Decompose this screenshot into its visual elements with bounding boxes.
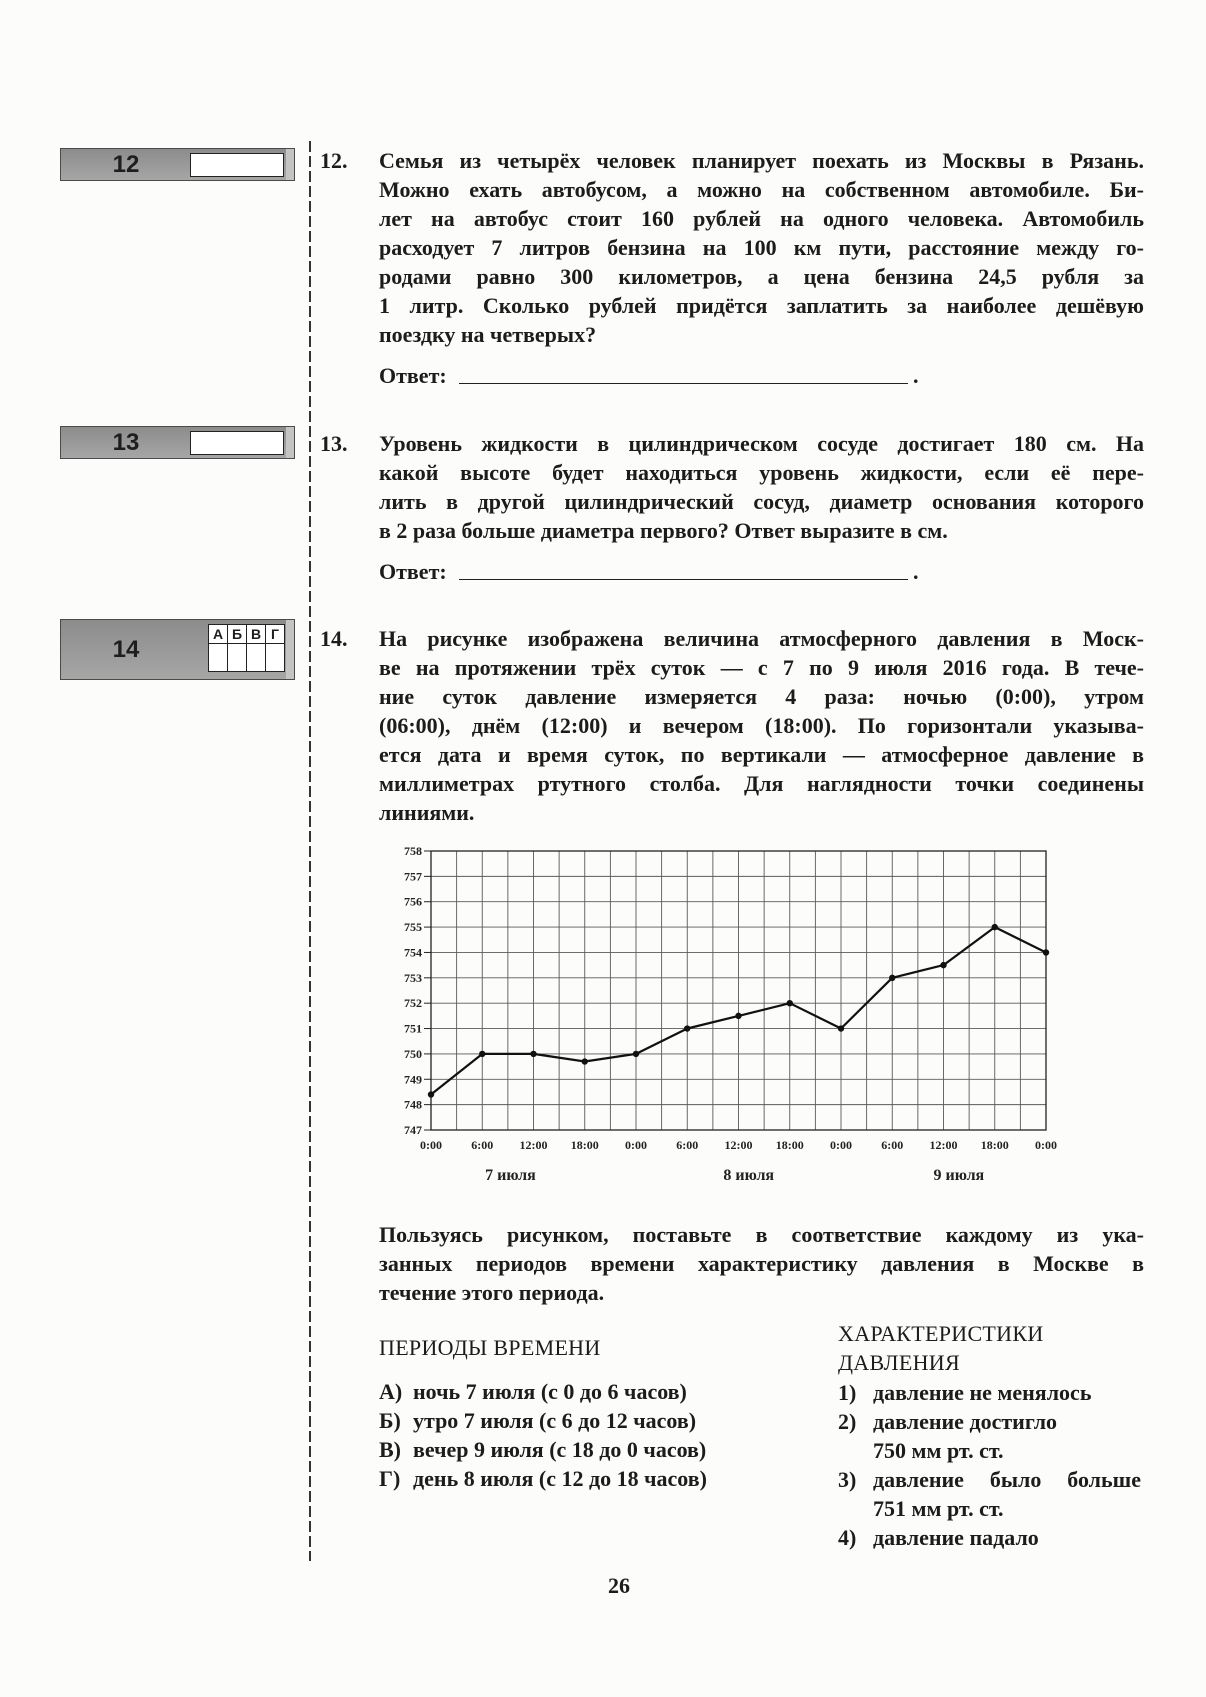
x-tick-label: 0:00	[420, 1138, 442, 1152]
characteristic-text-line: давление было больше	[873, 1467, 1141, 1492]
y-tick-label: 757	[404, 869, 422, 884]
task12-text-line: 1 литр. Сколько рублей придётся заплатить за наиболее дешёвую	[379, 293, 1144, 318]
y-tick-label: 755	[404, 920, 422, 935]
data-point	[633, 1051, 639, 1057]
task14-instruction	[379, 1220, 1144, 1307]
task14-text-line: линиями.	[379, 800, 475, 825]
period-text: день 8 июля (с 12 до 18 часов)	[413, 1466, 707, 1491]
page-number: 26	[608, 1573, 630, 1598]
answer-box-14	[60, 619, 295, 680]
characteristic-text	[873, 1465, 1141, 1523]
characteristic-text-line: 750 мм рт. ст.	[873, 1438, 1004, 1463]
x-group-label: 7 июля	[485, 1167, 536, 1184]
x-tick-label: 18:00	[570, 1138, 599, 1152]
data-point	[428, 1091, 434, 1097]
x-tick-label: 12:00	[724, 1138, 753, 1152]
instruction-line: Пользуясь рисунком, поставьте в соответствие каждому из ука-	[379, 1222, 1144, 1247]
periods-list	[379, 1377, 799, 1493]
task12-text-line: Семья из четырёх человек планирует поехать из Москвы в Рязань.	[379, 148, 1144, 173]
task12-answer-row	[379, 361, 924, 390]
characteristic-text-line: давление не менялось	[873, 1380, 1092, 1405]
characteristic-text	[873, 1378, 1141, 1407]
data-point	[582, 1058, 588, 1064]
x-tick-label: 6:00	[881, 1138, 904, 1152]
box-number-14: 14	[112, 636, 140, 663]
answer-period: .	[913, 559, 919, 584]
y-tick-label: 749	[404, 1072, 422, 1087]
answer-grid-14	[208, 624, 285, 672]
answer-box-12	[60, 148, 295, 181]
task14-text-line: ве на протяжении трёх суток — с 7 по 9 июля 2016 года. В тече-	[379, 655, 1144, 680]
instruction-line: течение этого периода.	[379, 1280, 605, 1305]
characteristic-label: 4)	[838, 1525, 857, 1550]
period-text: утро 7 июля (с 6 до 12 часов)	[413, 1408, 697, 1433]
task13-text-line: в 2 раза больше диаметра первого? Ответ выразите в см.	[379, 518, 948, 543]
data-point	[838, 1025, 844, 1031]
task14-text-line: На рисунке изображена величина атмосферного давления в Моск-	[379, 626, 1144, 651]
x-tick-label: 12:00	[929, 1138, 958, 1152]
grid-cell-g[interactable]	[266, 644, 284, 671]
answer-box-13	[60, 426, 295, 459]
x-tick-label: 6:00	[676, 1138, 699, 1152]
x-tick-label: 0:00	[1035, 1138, 1057, 1152]
characteristic-text-line: давление достигло	[873, 1409, 1058, 1434]
grid-cell-v[interactable]	[247, 644, 265, 671]
task12-text	[379, 146, 1144, 349]
task13-answer-row	[379, 557, 924, 586]
characteristic-item	[838, 1407, 1141, 1465]
period-text: ночь 7 июля (с 0 до 6 часов)	[413, 1379, 687, 1404]
periods-heading: ПЕРИОДЫ ВРЕМЕНИ	[379, 1335, 601, 1360]
x-group-label: 8 июля	[723, 1167, 775, 1184]
characteristics-heading-line: ДАВЛЕНИЯ	[838, 1350, 960, 1375]
x-tick-label: 0:00	[625, 1138, 647, 1152]
period-item	[379, 1377, 799, 1406]
y-tick-label: 748	[404, 1097, 422, 1112]
data-point	[684, 1025, 690, 1031]
characteristic-item	[838, 1523, 1141, 1552]
period-label: Б)	[379, 1408, 401, 1433]
x-tick-label: 12:00	[519, 1138, 548, 1152]
task12-text-line: Можно ехать автобусом, а можно на собственном автомобиле. Би-	[379, 177, 1144, 202]
answer-line-12[interactable]	[459, 383, 908, 384]
data-point	[992, 924, 998, 930]
grid-letter-b: Б	[228, 625, 246, 643]
y-tick-label: 751	[404, 1021, 422, 1036]
characteristics-heading-line: ХАРАКТЕРИСТИКИ	[838, 1321, 1044, 1346]
instruction-line: занных периодов времени характеристику давления в Москве в	[379, 1251, 1144, 1276]
characteristic-text-line: давление падало	[873, 1525, 1039, 1550]
data-point	[530, 1051, 536, 1057]
task13-text-line: лить в другой цилиндрический сосуд, диаметр основания которого	[379, 489, 1144, 514]
data-point	[1043, 949, 1049, 955]
characteristics-heading	[838, 1319, 1141, 1377]
box-number-13: 13	[112, 429, 140, 456]
answer-label: Ответ:	[379, 559, 447, 584]
answer-period: .	[913, 363, 919, 388]
data-point	[479, 1051, 485, 1057]
characteristic-text	[873, 1523, 1141, 1552]
answer-field-13[interactable]	[190, 431, 284, 455]
period-label: Г)	[379, 1466, 401, 1491]
task13-text	[379, 429, 1144, 545]
cut-line	[309, 141, 311, 1561]
box-number-12: 12	[112, 151, 140, 178]
grid-cell-b[interactable]	[228, 644, 246, 671]
answer-line-13[interactable]	[459, 579, 908, 580]
characteristic-label: 2)	[838, 1409, 857, 1434]
data-point	[787, 1000, 793, 1006]
y-tick-label: 750	[404, 1046, 422, 1061]
task14-text-line: ние суток давление измеряется 4 раза: ночью (0:00), утром	[379, 684, 1144, 709]
period-text: вечер 9 июля (с 18 до 0 часов)	[413, 1437, 707, 1462]
task14-text-line: (06:00), днём (12:00) и вечером (18:00). По горизонтали указыва-	[379, 713, 1144, 738]
pressure-chart	[360, 835, 1080, 1195]
characteristic-text	[873, 1407, 1141, 1465]
x-group-label: 9 июля	[933, 1167, 985, 1184]
data-point	[889, 975, 895, 981]
characteristics-list	[838, 1378, 1141, 1552]
task13-text-line: Уровень жидкости в цилиндрическом сосуде достигает 180 см. На	[379, 431, 1144, 456]
data-point	[940, 962, 946, 968]
task14-text	[379, 624, 1144, 827]
answer-field-12[interactable]	[190, 153, 284, 177]
grid-letter-g: Г	[266, 625, 284, 643]
task14-number: 14.	[320, 626, 348, 651]
task12-text-line: расходует 7 литров бензина на 100 км пути, расстояние между го-	[379, 235, 1144, 260]
characteristic-item	[838, 1378, 1141, 1407]
y-tick-label: 752	[404, 996, 422, 1011]
y-tick-label: 747	[404, 1123, 422, 1137]
y-tick-label: 756	[404, 894, 422, 909]
x-tick-label: 18:00	[980, 1138, 1009, 1152]
task14-text-line: ется дата и время суток, по вертикали — атмосферное давление в	[379, 742, 1144, 767]
period-item	[379, 1464, 799, 1493]
y-tick-label: 753	[404, 970, 422, 985]
y-tick-label: 758	[404, 844, 422, 858]
task12-number: 12.	[320, 148, 348, 173]
characteristic-label: 3)	[838, 1467, 857, 1492]
task13-text-line: какой высоте будет находиться уровень жидкости, если её пере-	[379, 460, 1144, 485]
x-tick-label: 0:00	[830, 1138, 852, 1152]
task14-text-line: миллиметрах ртутного столба. Для наглядности точки соединены	[379, 771, 1144, 796]
grid-letter-a: А	[209, 625, 227, 643]
task13-number: 13.	[320, 431, 348, 456]
answer-label: Ответ:	[379, 363, 447, 388]
period-label: А)	[379, 1379, 403, 1404]
task12-text-line: поездку на четверых?	[379, 322, 597, 347]
task12-text-line: родами равно 300 километров, а цена бензина 24,5 рубля за	[379, 264, 1144, 289]
x-tick-label: 18:00	[775, 1138, 804, 1152]
period-label: В)	[379, 1437, 401, 1462]
period-item	[379, 1435, 799, 1464]
characteristic-text-line: 751 мм рт. ст.	[873, 1496, 1004, 1521]
characteristic-label: 1)	[838, 1380, 857, 1405]
period-item	[379, 1406, 799, 1435]
task12-text-line: лет на автобус стоит 160 рублей на одного человека. Автомобиль	[379, 206, 1144, 231]
grid-letter-v: В	[247, 625, 265, 643]
x-tick-label: 6:00	[471, 1138, 494, 1152]
y-tick-label: 754	[404, 945, 422, 960]
characteristic-item	[838, 1465, 1141, 1523]
grid-cell-a[interactable]	[209, 644, 227, 671]
data-point	[735, 1013, 741, 1019]
